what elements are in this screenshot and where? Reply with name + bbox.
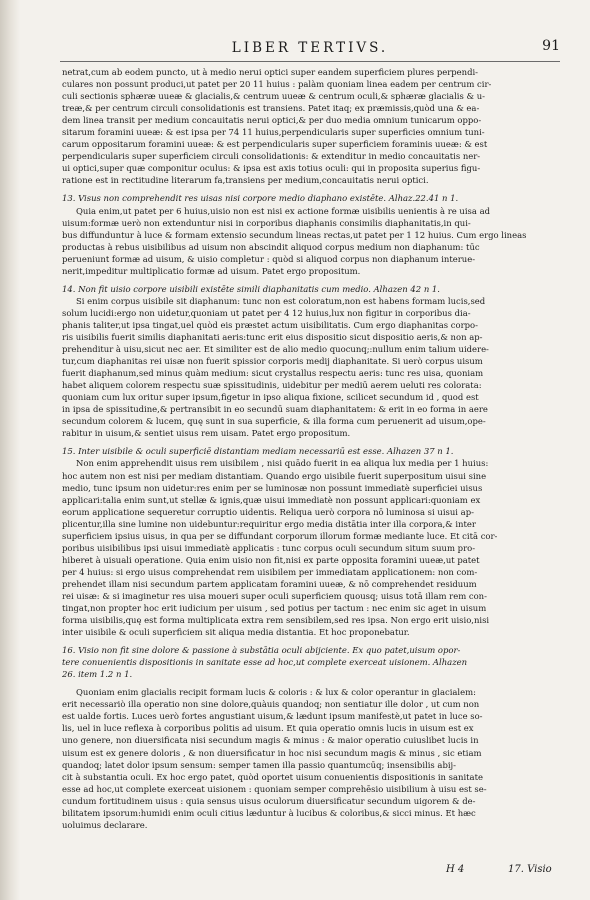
text-line: cit à substantia oculi. Ex hoc ergo patet, quòd oportet uisum conuenientis dispositionis in sanitate bbox=[62, 771, 483, 782]
text-line: quandoq; latet dolor ipsum sensum: semper tamen illa passio quantumcūq; insensibilis abij- bbox=[62, 759, 457, 770]
text-line: fuerit diaphanum,sed minus quàm medium: sicut crystallus respectu aeris: tunc res uisa, quoniam bbox=[62, 368, 484, 379]
signature-mark: H 4 bbox=[446, 864, 465, 875]
text-line: uoluimus declarare. bbox=[62, 819, 148, 830]
text-line: carum oppositarum foramini uueæ: & est perpendicularis super superficiem foraminis uueæ: & est bbox=[62, 139, 488, 150]
text-line: nerit,impeditur multiplicatio formæ ad uisum. Patet ergo propositum. bbox=[62, 265, 361, 276]
page-gutter-shadow bbox=[0, 0, 20, 900]
text-line: bilitatem ipsorum:humidi enim oculi citius læduntur à lucibus & coloribus,& sicci minus. Et hæc bbox=[62, 807, 476, 818]
text-line: uno genere, non diuersificata nisi secundum magis & minus : & maior operatio cuiuslibet lucis in bbox=[62, 735, 479, 746]
text-line: ratione est in rectitudine literarum fa,transiens per medium,concauitatis nerui optici. bbox=[62, 175, 429, 186]
text-line: inter uisibile & oculi superficiem sit aliqua media distantia. Et hoc proponebatur. bbox=[62, 627, 410, 638]
proposition-heading-line: 13. Visus non comprehendit res uisas nisi corpore medio diaphano existēte. Alhaz.22.41 n 1. bbox=[62, 193, 459, 204]
proposition-heading-line: 26. item 1.2 n 1. bbox=[62, 669, 133, 680]
text-line: quoniam cum lux oritur super ipsum,figetur in ipso aliqua fixione, scilicet secundum id , quod est bbox=[62, 392, 479, 403]
page-header bbox=[60, 40, 560, 62]
text-line: Quoniam enim glacialis recipit formam lucis & coloris : & lux & color operantur in glacialem: bbox=[76, 687, 476, 698]
text-line: est ualde fortis. Luces uerò fortes angustiant uisum,& lædunt ipsum manifestè,ut patet in luce so- bbox=[62, 711, 483, 722]
text-line: habet aliquem colorem respectu suæ spissitudinis, uidebitur per mediū aerem ueluti res colorata: bbox=[62, 380, 482, 391]
text-line: forma uisibilis,quę est forma multiplicata extra rem sensibilem,sed res ipsa. Non ergo erit uisio,nisi bbox=[62, 615, 490, 626]
text-line: productas à rebus uisibilibus ad uisum non abscindit aliquod corpus medium non diaphanum: tūc bbox=[62, 241, 480, 252]
text-line: per 4 huius: si ergo uisus comprehendat rem uisibilem per immediatam applicationem: non com- bbox=[62, 566, 478, 577]
text-line: culares non possunt produci,ut patet per 20 11 huius : palàm quoniam linea eadem per centrum cir- bbox=[62, 79, 492, 90]
text-line: secundum colorem & lucem, quę sunt in sua superficie, & illa forma cum peruenerit ad uisum,ope- bbox=[62, 416, 486, 427]
text-line: ui optici,super quæ componitur oculus: & ipsa est axis totius oculi: qui in proposita superius figu- bbox=[62, 163, 481, 174]
text-line: eorum applicatione sequeretur corruptio uidentis. Reliqua uerò corpora nō luminosa si uisui ap- bbox=[62, 506, 474, 517]
page-number: 91 bbox=[542, 38, 560, 54]
text-line: plicentur,illa sine lumine non uidebuntur:requiritur ergo media distātia inter illa corpora,& inter bbox=[62, 518, 476, 529]
text-line: uisum:formæ uerò non extenduntur nisi in corporibus diaphanis consimilis diaphanitatis,in qui- bbox=[62, 217, 471, 228]
header-rule bbox=[60, 61, 560, 62]
text-line: rabitur in uisum,& sentiet uisus rem uisam. Patet ergo propositum. bbox=[62, 428, 351, 439]
page-footer bbox=[60, 864, 560, 880]
text-line: poribus uisibilibus ipsi uisui immediatè applicatis : tunc corpus oculi secundum situm suum pro- bbox=[62, 542, 476, 553]
running-title: LIBER TERTIVS. bbox=[231, 40, 389, 56]
text-line: hoc autem non est nisi per mediam distantiam. Quando ergo uisibile fuerit superpositum uisui sine bbox=[62, 470, 487, 481]
text-line: rei uisæ: & si imaginetur res uisa moueri super oculi superficiem quousq; uisus totā illam rem con- bbox=[62, 590, 487, 601]
text-line: cundum fortitudinem uisus : quia sensus uisus oculorum diuersificatur secundum uigorem & de- bbox=[62, 795, 476, 806]
text-line: applicari:talia enim sunt,ut stellæ & ignis,quæ uisui immediatè non possunt applicari:quoniam ex bbox=[62, 494, 481, 505]
text-line: prehenditur à uisu,sicut nec aer. Et similiter est de alio medio quocunq;:nullum enim talium uidere- bbox=[62, 344, 489, 355]
text-line: treæ,& per centrum circuli consolidationis est transiens. Patet itaq; ex præmissis,quòd una & ea- bbox=[62, 103, 480, 114]
proposition-heading-line: tere conuenientis dispositionis in sanitate esse ad hoc,ut complete exerceat uisionem. Alhazen bbox=[62, 657, 468, 668]
text-line: uisum est ex genere doloris , & non diuersificatur in hoc nisi secundum magis & minus , sic etiam bbox=[62, 747, 482, 758]
text-line: in ipsa de spissitudine,& pertransibit in eo secundū suam diaphanitatem: & erit in eo forma in aere bbox=[62, 404, 488, 415]
text-line: tingat,non propter hoc erit iudicium per uisum , sed potius per tactum : nec enim sic aget in uisum bbox=[62, 603, 487, 614]
proposition-heading-line: 16. Visio non fit sine dolore & passione à substātia oculi abijciente. Ex quo patet,uisum opor- bbox=[62, 645, 461, 656]
text-line: prehendet illam nisi secundum partem applicatam foramini uueæ, & nō comprehendet residuum bbox=[62, 578, 477, 589]
text-line: bus diffunduntur à luce & formam extensio secundum lineas rectas,ut patet per 1 12 huius. Cum ergo lineas bbox=[62, 229, 527, 240]
text-line: Si enim corpus uisibile sit diaphanum: tunc non est coloratum,non est habens formam lucis,sed bbox=[76, 295, 486, 306]
text-line: ris uisibilis fuerit similis diaphanitati aeris:tunc erit eius dispositio sicut dispositio aeris,& non ap- bbox=[62, 331, 483, 342]
text-line: perpendicularis super superficiem circuli consolidationis: & extenditur in medio concauitatis ner- bbox=[62, 151, 481, 162]
text-line: sitarum foramini uueæ: & est ipsa per 74 11 huius,perpendicularis super superficies omnium tuni- bbox=[62, 127, 485, 138]
text-line: perueniunt formæ ad uisum, & uisio completur : quòd si aliquod corpus non diaphanum interue- bbox=[62, 253, 476, 264]
text-line: tur,cum diaphanitas rei uisæ non fuerit spissior corporis medij diaphanitate. Si uerò corpus uisum bbox=[62, 356, 483, 367]
text-line: netrat,cum ab eodem puncto, ut à medio nerui optici super eandem superficiem plures perpendi- bbox=[62, 67, 479, 77]
text-line: erit necessariò illa operatio non sine dolore,quàuis quandoq; non sentiatur ille dolor , ut cum non bbox=[62, 699, 480, 710]
text-line: phanis taliter,ut ipsa tingat,uel quòd eis præstet actum uisibilitatis. Cum ergo diaphanitas corpo- bbox=[62, 319, 478, 330]
text-line: solum lucidi:ergo non uidetur,quoniam ut patet per 4 12 huius,lux non figitur in corporibus dia- bbox=[62, 307, 471, 318]
text-line: Quia enim,ut patet per 6 huius,uisio non est nisi ex actione formæ uisibilis uenientis à re uisa ad bbox=[76, 205, 491, 216]
proposition-heading-line: 15. Inter uisibile & oculi superficiē distantiam mediam necessariū est esse. Alhazen 37 n 1. bbox=[62, 446, 454, 457]
text-line: culi sectionis sphæræ uueæ & glacialis,& centrum uueæ & centrum oculi,& sphæræ glacialis & u- bbox=[62, 91, 485, 102]
text-line: esse ad hoc,ut complete exerceat uisionem : quoniam semper comprehēsio uisibilium à uisu est se- bbox=[62, 783, 487, 794]
text-line: medio, tunc ipsum non uidetur:res enim per se luminosæ non possunt immediatè superficiei uisus bbox=[62, 482, 483, 493]
body-text bbox=[62, 66, 556, 831]
text-line: hiberet à uisuali operatione. Quia enim uisio non fit,nisi ex parte opposita foramini uueæ,ut patet bbox=[62, 554, 480, 565]
text-line: lis, uel in luce reflexa à corporibus politis ad uisum. Et quia operatio omnis lucis in uisum est ex bbox=[62, 723, 474, 734]
proposition-heading-line: 14. Non fit uisio corpore uisibili existēte simili diaphanitatis cum medio. Alhazen 42 n 1. bbox=[62, 283, 440, 294]
text-line: Non enim apprehendit uisus rem uisibilem , nisi quādo fuerit in ea aliqua lux media per 1 huius: bbox=[76, 458, 489, 469]
text-line: superficiem ipsius uisus, in qua per se diffundant corporum illorum formæ mediante luce. Et citā cor- bbox=[62, 530, 498, 541]
text-line: dem linea transit per medium concauitatis nerui optici,& per duo media omnium tunicarum oppo- bbox=[62, 115, 482, 126]
catchword: 17. Visio bbox=[508, 864, 552, 875]
